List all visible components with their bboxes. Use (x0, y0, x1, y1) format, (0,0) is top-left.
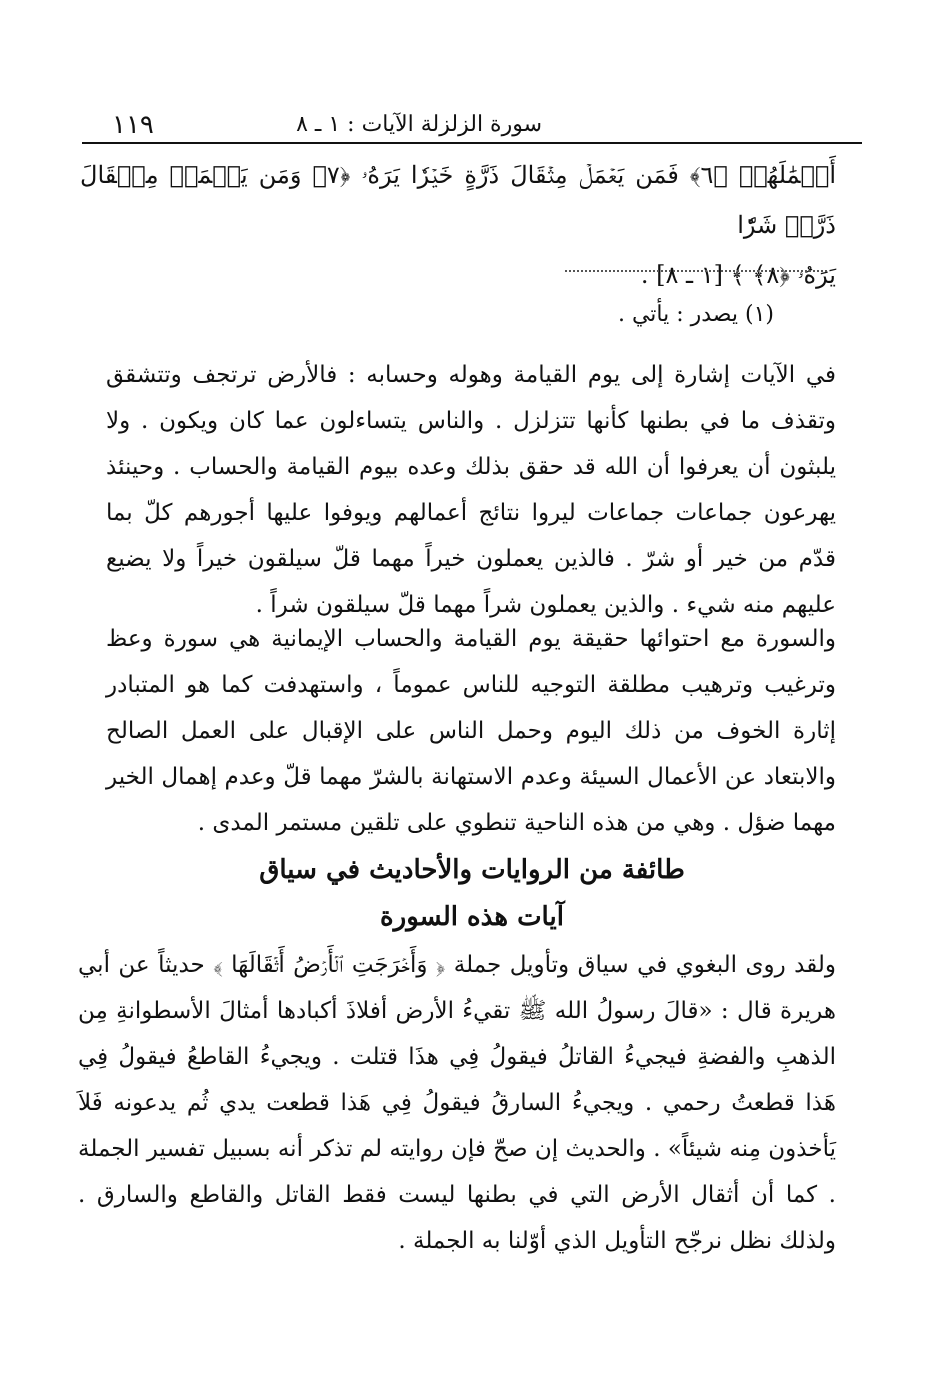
section-heading-line-1: طائفة من الروايات والأحاديث في سياق (259, 855, 685, 885)
paragraph-1: في الآيات إشارة إلى يوم القيامة وهوله وحسابه : فالأرض ترتجف وتتشقق وتقذف ما في بطنها كأنها تتزلزل . والناس يتساءلون عما كان ويكون . ولا يلبثون أن يعرفوا أن الله قد حقق بذلك وعده بيوم القيامة والحساب . وحينئذ يهرعون جماعات جماعات ليروا نتائج أعمالهم ويوفوا عليها أجورهم كلّ بما قدّم من خير أو شرّ . فالذين يعملون خيراً مهما قلّ سيلقون خيراً ولا يضيع عليهم منه شيء . والذين يعملون شراً مهما قلّ سيلقون شراً . (106, 362, 836, 618)
running-title: سورة الزلزلة الآيات : ١ ـ ٨ (296, 112, 542, 137)
paragraph-2: والسورة مع احتوائها حقيقة يوم القيامة والحساب الإيمانية هي سورة وعظ وترغيب وترهيب مطلقة التوجيه للناس عموماً ، واستهدفت كما هو المتبادر إثارة الخوف من ذلك اليوم وحمل الناس على الإقبال على العمل الصالح والابتعاد عن الأعمال السيئة وعدم الاستهانة بالشرّ مهما قلّ وعدم إهمال الخير مهما ضؤل . وهي من هذه الناحية تنطوي على تلقين مستمر المدى . (106, 626, 836, 836)
page-number: ١١٩ (112, 110, 154, 140)
verse-line-2: يَرَهُۥ ﴿٨﴾ ﴾ [١ ـ ٨] . (640, 261, 836, 289)
page-header (82, 108, 862, 144)
section-heading-line-2: آيات هذه السورة (380, 902, 564, 932)
footnote-separator (565, 270, 827, 272)
quran-verse (80, 150, 836, 300)
footnote: (١) يصدر : يأتي . (617, 302, 774, 327)
paragraph-3: ولقد روى البغوي في سياق وتأويل جملة ﴿ وَأَخۡرَجَتِ ٱلۡأَرۡضُ أَثۡقَالَهَا ﴾ حديثاً عن أبي هريرة قال : «قالَ رسولُ الله ﷺ تقيءُ الأرض أفلاذَ أكبادها أمثالَ الأسطوانةِ مِن الذهبِ والفضةِ فيجيءُ القاتلُ فيقولُ فِي هذَا قتلت . ويجيءُ القاطعُ فيقولُ فِي هَذا قطعتُ رحمي . ويجيءُ السارقُ فيقولُ فِي هَذا قطعت يدي ثُم يدعونه فَلاَ يَأخذون مِنه شيئاً» . والحديث إن صحّ فإن روايته لم تذكر أنه بسبيل تفسير الجملة . كما أن أثقال الأرض التي في بطنها ليست فقط القاتل والقاطع والسارق . ولذلك نظل نرجّح التأويل الذي أوّلنا به الجملة . (78, 952, 836, 1254)
verse-line-1: أَعۡمَٰلَهُمۡ ﴿٦﴾ فَمَن يَعۡمَلۡ مِثۡقَالَ ذَرَّةٍ خَيۡرٗا يَرَهُۥ ﴿٧﴾ وَمَن يَعۡمَلۡ مِثۡقَالَ ذَرَّةٖ شَرّٗا (80, 161, 836, 239)
